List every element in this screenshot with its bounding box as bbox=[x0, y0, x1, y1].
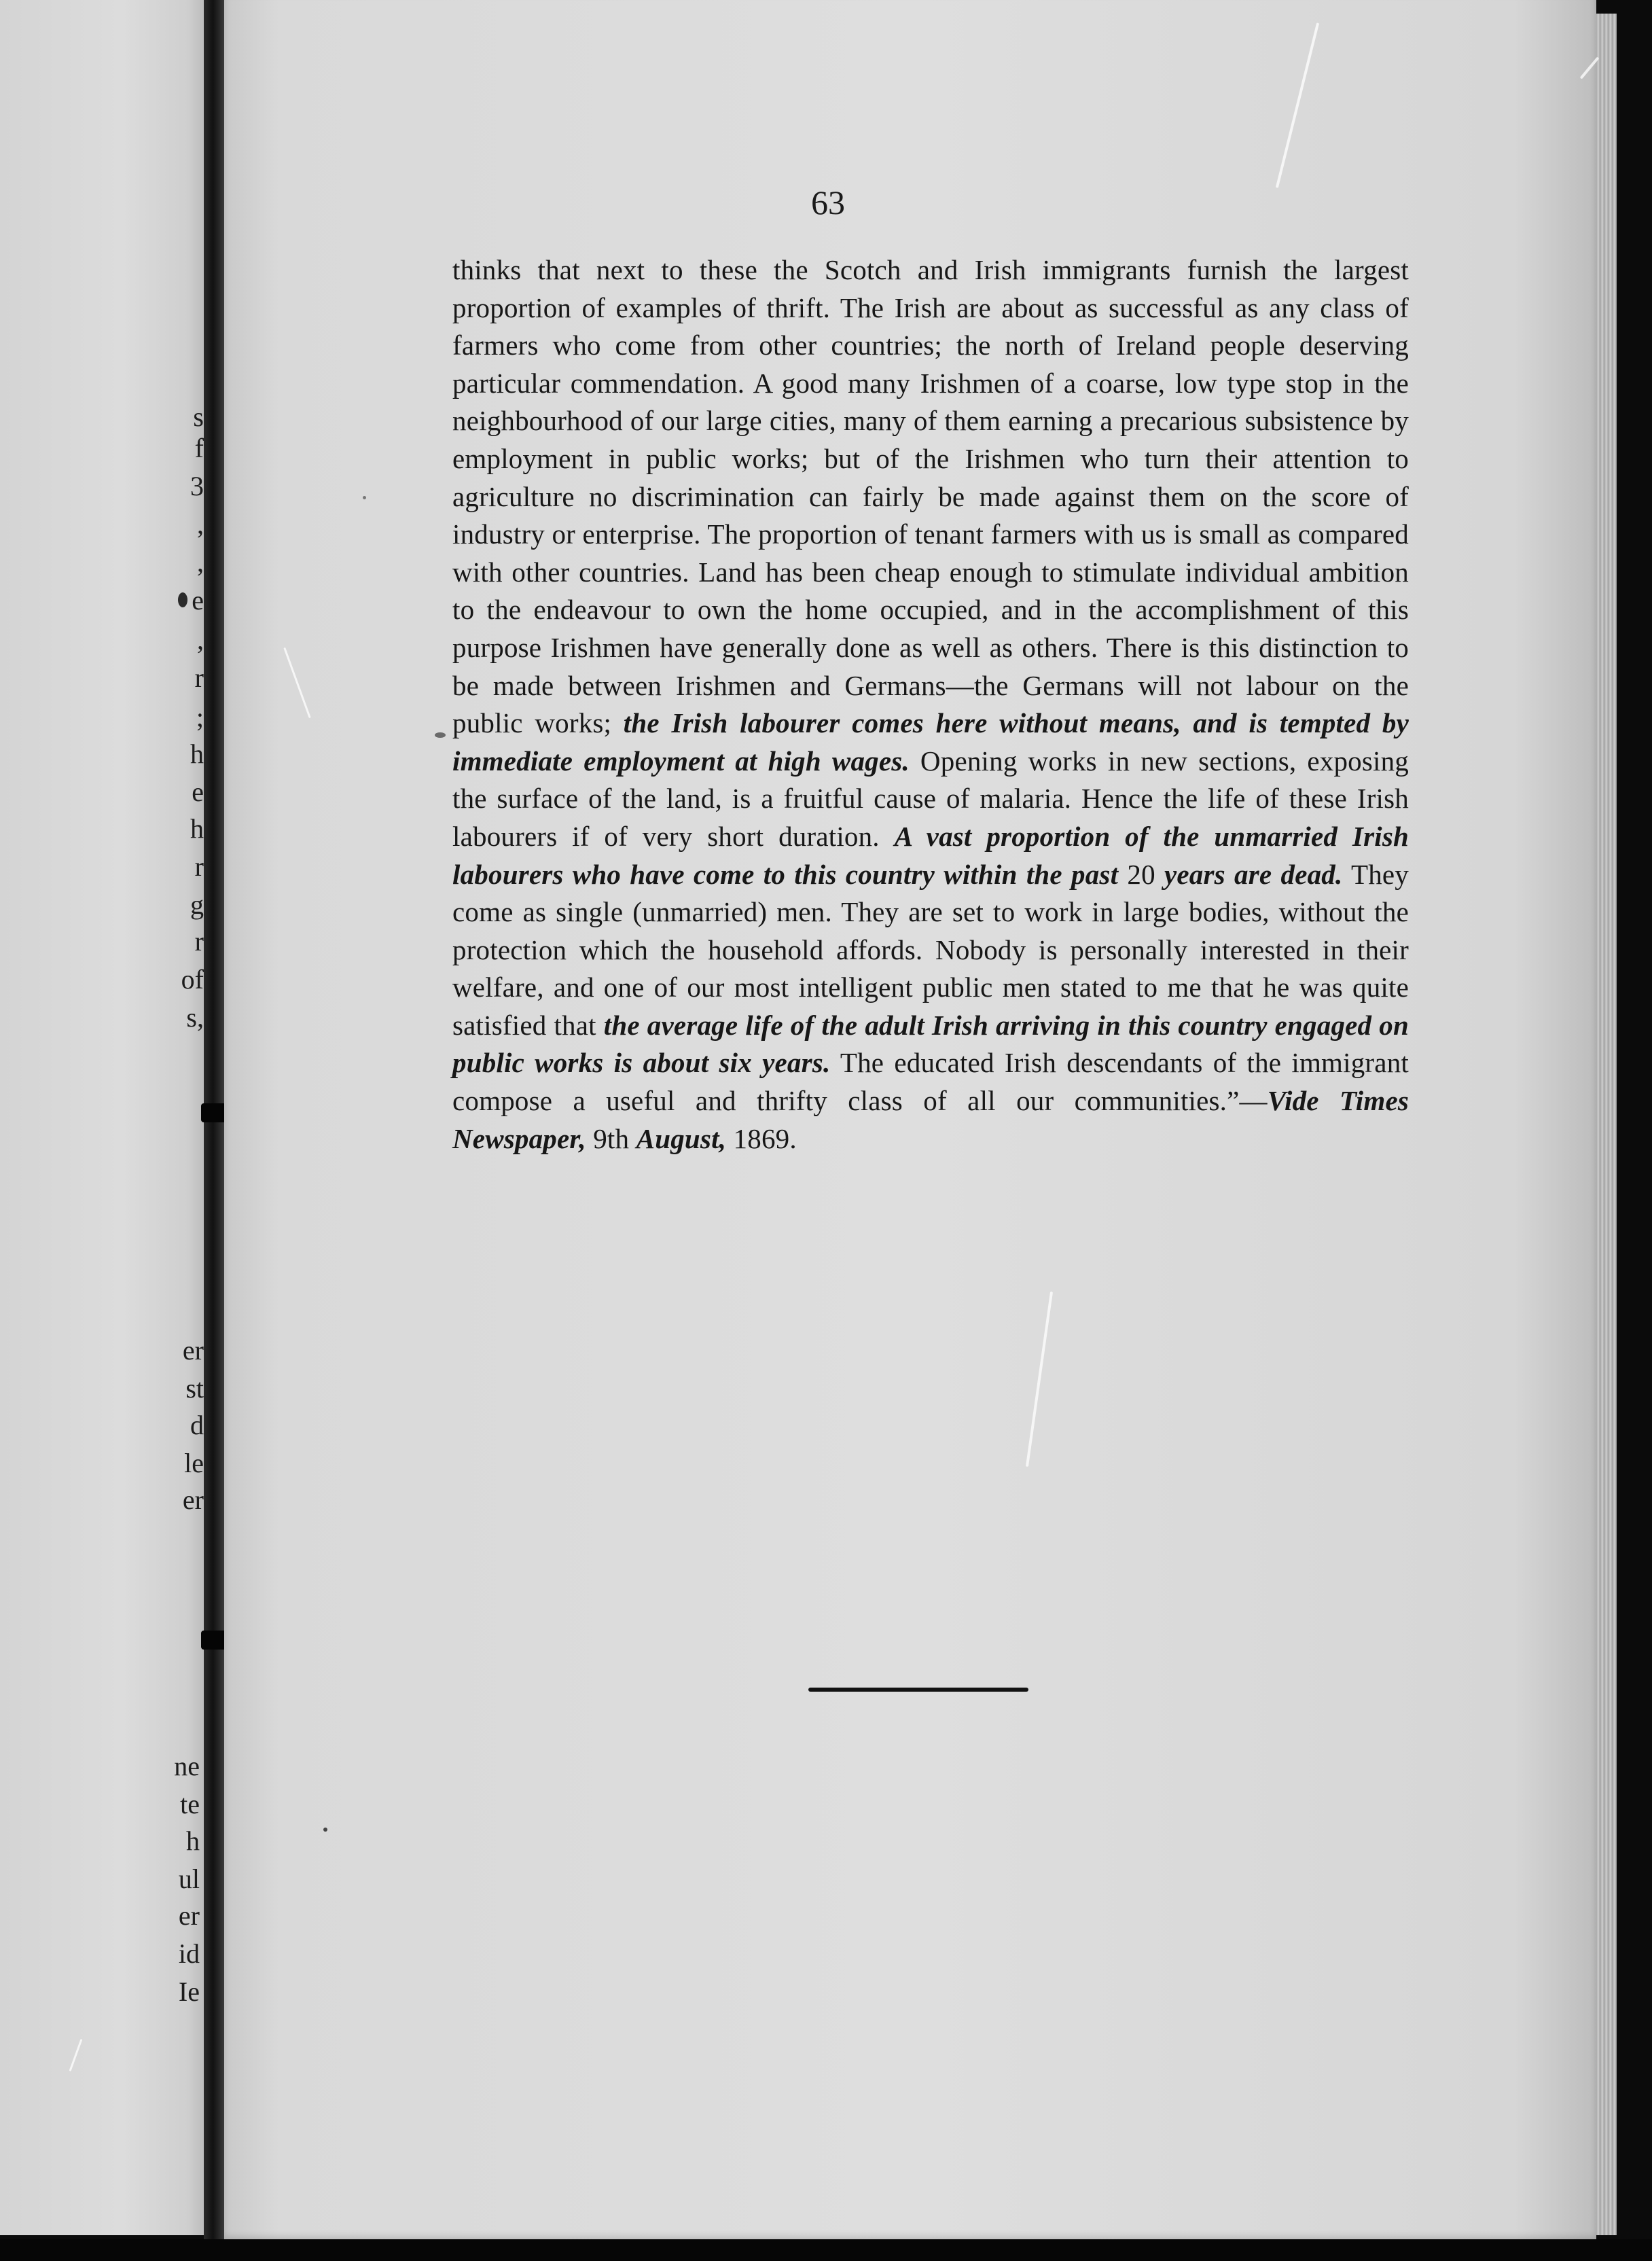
fragment-line: d bbox=[190, 1410, 204, 1440]
page-number: 63 bbox=[811, 183, 845, 221]
fragment-line: r bbox=[194, 926, 204, 957]
fragment-line: of bbox=[181, 964, 204, 995]
fragment-line: h bbox=[190, 738, 204, 769]
fragment-line: er bbox=[182, 1335, 204, 1366]
fragment-line: s bbox=[193, 402, 204, 432]
italic-text-run: August, bbox=[636, 1122, 727, 1154]
fragment-line: , bbox=[197, 547, 204, 577]
text-run: thinks that next to these the Scotch and Irish immigrants furnish the largest proportion of examples of thrift. The Irish are about as successful as any class of farmers who come from other countries; the north of Ireland people deserving particular commendation. A good many Irishmen of a coarse, low type stop in the neighbourhood of our large cities, many of them earning a precarious subsistence by employment in public works; but of the Irishmen who turn their attention to agriculture no discrimination can fairly be made against them on the score of industry or enterprise. The proportion of tenant farmers with us is small as compared with other countries. Land has been cheap enough to stimulate individual ambition to the endeavour to own the home occupied, and in the accomplishment of this purpose Irishmen have generally done as well as others. There is this distinction to be made between Irishmen and Germans—the Germans will not labour on the public works; bbox=[452, 254, 1409, 739]
fragment-line: te bbox=[180, 1789, 200, 1819]
fragment-line: s, bbox=[186, 1002, 204, 1033]
text-run: 9th bbox=[586, 1122, 636, 1154]
fragment-line: ul bbox=[178, 1864, 200, 1894]
fragment-line: ne bbox=[174, 1751, 200, 1781]
text-run: 20 bbox=[1118, 858, 1165, 890]
ink-mark bbox=[323, 1828, 327, 1832]
body-paragraph bbox=[452, 251, 1409, 1158]
italic-text-run: years are dead. bbox=[1164, 858, 1343, 890]
fragment-line: e bbox=[192, 585, 204, 616]
fragment-line: id bbox=[178, 1938, 200, 1969]
italic-text-run: the Irish labourer comes here without means, and is tempted by immediate employment at high wages. bbox=[452, 707, 1409, 777]
left-page-text-fragments bbox=[173, 0, 204, 2261]
text-run: They come as single (unmarried) men. They are set to work in large bodies, without the protection which the household affords. Nobody is personally interested in their welfare, and one of our most intelligent public men stated to me that he was quite satisfied that bbox=[452, 858, 1409, 1041]
binding-thread-mark bbox=[201, 1103, 227, 1122]
page-edge-stack bbox=[1596, 14, 1617, 2235]
italic-text-run: the average life of the adult Irish arriving in this country engaged on public works is about six years. bbox=[452, 1009, 1409, 1079]
text-run: 1869. bbox=[726, 1122, 797, 1154]
text-run: Opening works in new sections, exposing the surface of the land, is a fruitful cause of malaria. Hence the life of these Irish labourers if of very short duration. bbox=[452, 745, 1409, 852]
binding-thread-mark bbox=[201, 1631, 227, 1650]
fragment-line: Ie bbox=[178, 1976, 200, 2007]
fragment-line: r bbox=[194, 851, 204, 882]
fragment-line: f bbox=[194, 433, 204, 463]
italic-text-run: A vast proportion of the unmarried Irish labourers who have come to this country within the past bbox=[452, 820, 1409, 890]
scan-border-bottom bbox=[0, 2239, 1652, 2261]
fragment-line: h bbox=[186, 1826, 200, 1856]
end-rule bbox=[808, 1688, 1028, 1692]
ink-mark bbox=[435, 732, 446, 738]
fragment-line: ; bbox=[196, 702, 204, 732]
fragment-line: er bbox=[178, 1900, 200, 1931]
fragment-line: r bbox=[194, 662, 204, 693]
fragment-line: er bbox=[182, 1484, 204, 1515]
text-run: The educated Irish descendants of the immigrant compose a useful and thrifty class of all our communities.”— bbox=[452, 1047, 1409, 1117]
ink-mark bbox=[178, 592, 187, 607]
fragment-line: le bbox=[184, 1448, 204, 1478]
fragment-line: 3 bbox=[190, 471, 204, 501]
fragment-line: g bbox=[190, 889, 204, 920]
fragment-line: e bbox=[192, 777, 204, 807]
fragment-line: st bbox=[185, 1373, 204, 1404]
italic-text-run: Vide Times Newspaper, bbox=[452, 1085, 1409, 1154]
ink-mark bbox=[363, 496, 366, 499]
fragment-line: , bbox=[197, 624, 204, 655]
fragment-line: , bbox=[197, 509, 204, 539]
fragment-line: h bbox=[190, 813, 204, 844]
